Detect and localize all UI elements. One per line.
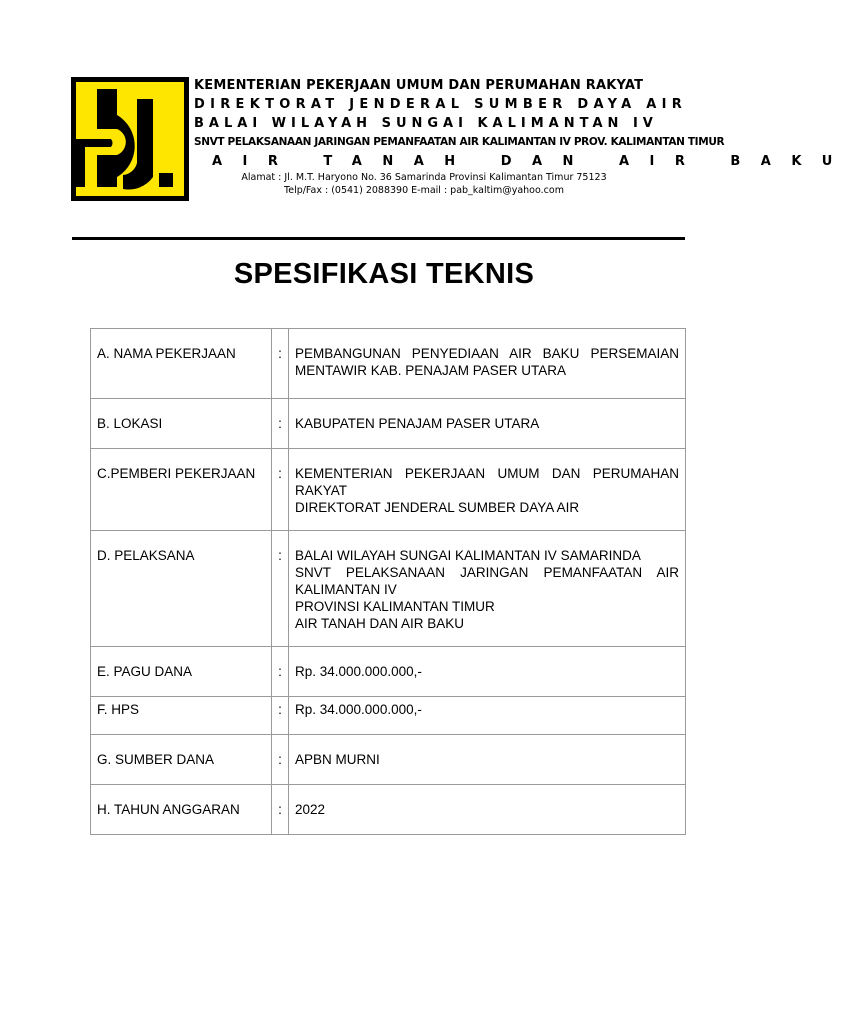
row-value: Rp. 34.000.000.000,-: [289, 697, 686, 735]
row-value: KABUPATEN PENAJAM PASER UTARA: [289, 399, 686, 449]
row-separator: :: [272, 399, 289, 449]
row-value: KEMENTERIAN PEKERJAAN UMUM DAN PERUMAHAN RAKYAT DIREKTORAT JENDERAL SUMBER DAYA AIR: [289, 449, 686, 531]
row-separator: :: [272, 329, 289, 399]
row-separator: :: [272, 647, 289, 697]
row-separator: :: [272, 735, 289, 785]
letterhead: [194, 76, 853, 197]
ministry-name: KEMENTERIAN PEKERJAAN UMUM DAN PERUMAHAN RAKYAT: [194, 78, 644, 93]
row-label: G. SUMBER DANA: [91, 735, 272, 785]
specification-table: [90, 328, 686, 835]
table-row: [91, 399, 686, 449]
address-line: Alamat : Jl. M.T. Haryono No. 36 Samarinda Provinsi Kalimantan Timur 75123: [241, 172, 607, 183]
office-name: BALAI WILAYAH SUNGAI KALIMANTAN IV: [194, 116, 658, 131]
row-label: F. HPS: [91, 697, 272, 735]
table-row: [91, 735, 686, 785]
table-row: [91, 449, 686, 531]
table-row: [91, 647, 686, 697]
table-row: [91, 697, 686, 735]
row-separator: :: [272, 449, 289, 531]
table-row: [91, 785, 686, 835]
row-label: E. PAGU DANA: [91, 647, 272, 697]
pu-logo-icon: [71, 77, 189, 201]
row-value: PEMBANGUNAN PENYEDIAAN AIR BAKU PERSEMAIAN MENTAWIR KAB. PENAJAM PASER UTARA: [289, 329, 686, 399]
row-label: H. TAHUN ANGGARAN: [91, 785, 272, 835]
document-title: SPESIFIKASI TEKNIS: [233, 258, 535, 290]
row-label: A. NAMA PEKERJAAN: [91, 329, 272, 399]
row-label: B. LOKASI: [91, 399, 272, 449]
row-separator: :: [272, 697, 289, 735]
row-value: BALAI WILAYAH SUNGAI KALIMANTAN IV SAMARINDA SNVT PELAKSANAAN JARINGAN PEMANFAATAN AIR KALIMANTAN IV PROVINSI KALIMANTAN TIMUR AIR TANAH DAN AIR BAKU: [289, 531, 686, 647]
row-value: Rp. 34.000.000.000,-: [289, 647, 686, 697]
row-label: C.PEMBERI PEKERJAAN: [91, 449, 272, 531]
row-separator: :: [272, 785, 289, 835]
directorate-name: DIREKTORAT JENDERAL SUMBER DAYA AIR: [194, 97, 688, 112]
row-separator: :: [272, 531, 289, 647]
row-label: D. PELAKSANA: [91, 531, 272, 647]
contact-line: Telp/Fax : (0541) 2088390 E-mail : pab_kaltim@yahoo.com: [284, 185, 564, 196]
ministry-logo: [71, 77, 189, 201]
section-name: AIR TANAH DAN AIR BAKU: [212, 154, 853, 169]
unit-name: SNVT PELAKSANAAN JARINGAN PEMANFAATAN AIR KALIMANTAN IV PROV. KALIMANTAN TIMUR: [194, 136, 725, 148]
row-value: APBN MURNI: [289, 735, 686, 785]
row-value: 2022: [289, 785, 686, 835]
table-row: [91, 531, 686, 647]
header-divider: [72, 237, 685, 240]
table-row: [91, 329, 686, 399]
